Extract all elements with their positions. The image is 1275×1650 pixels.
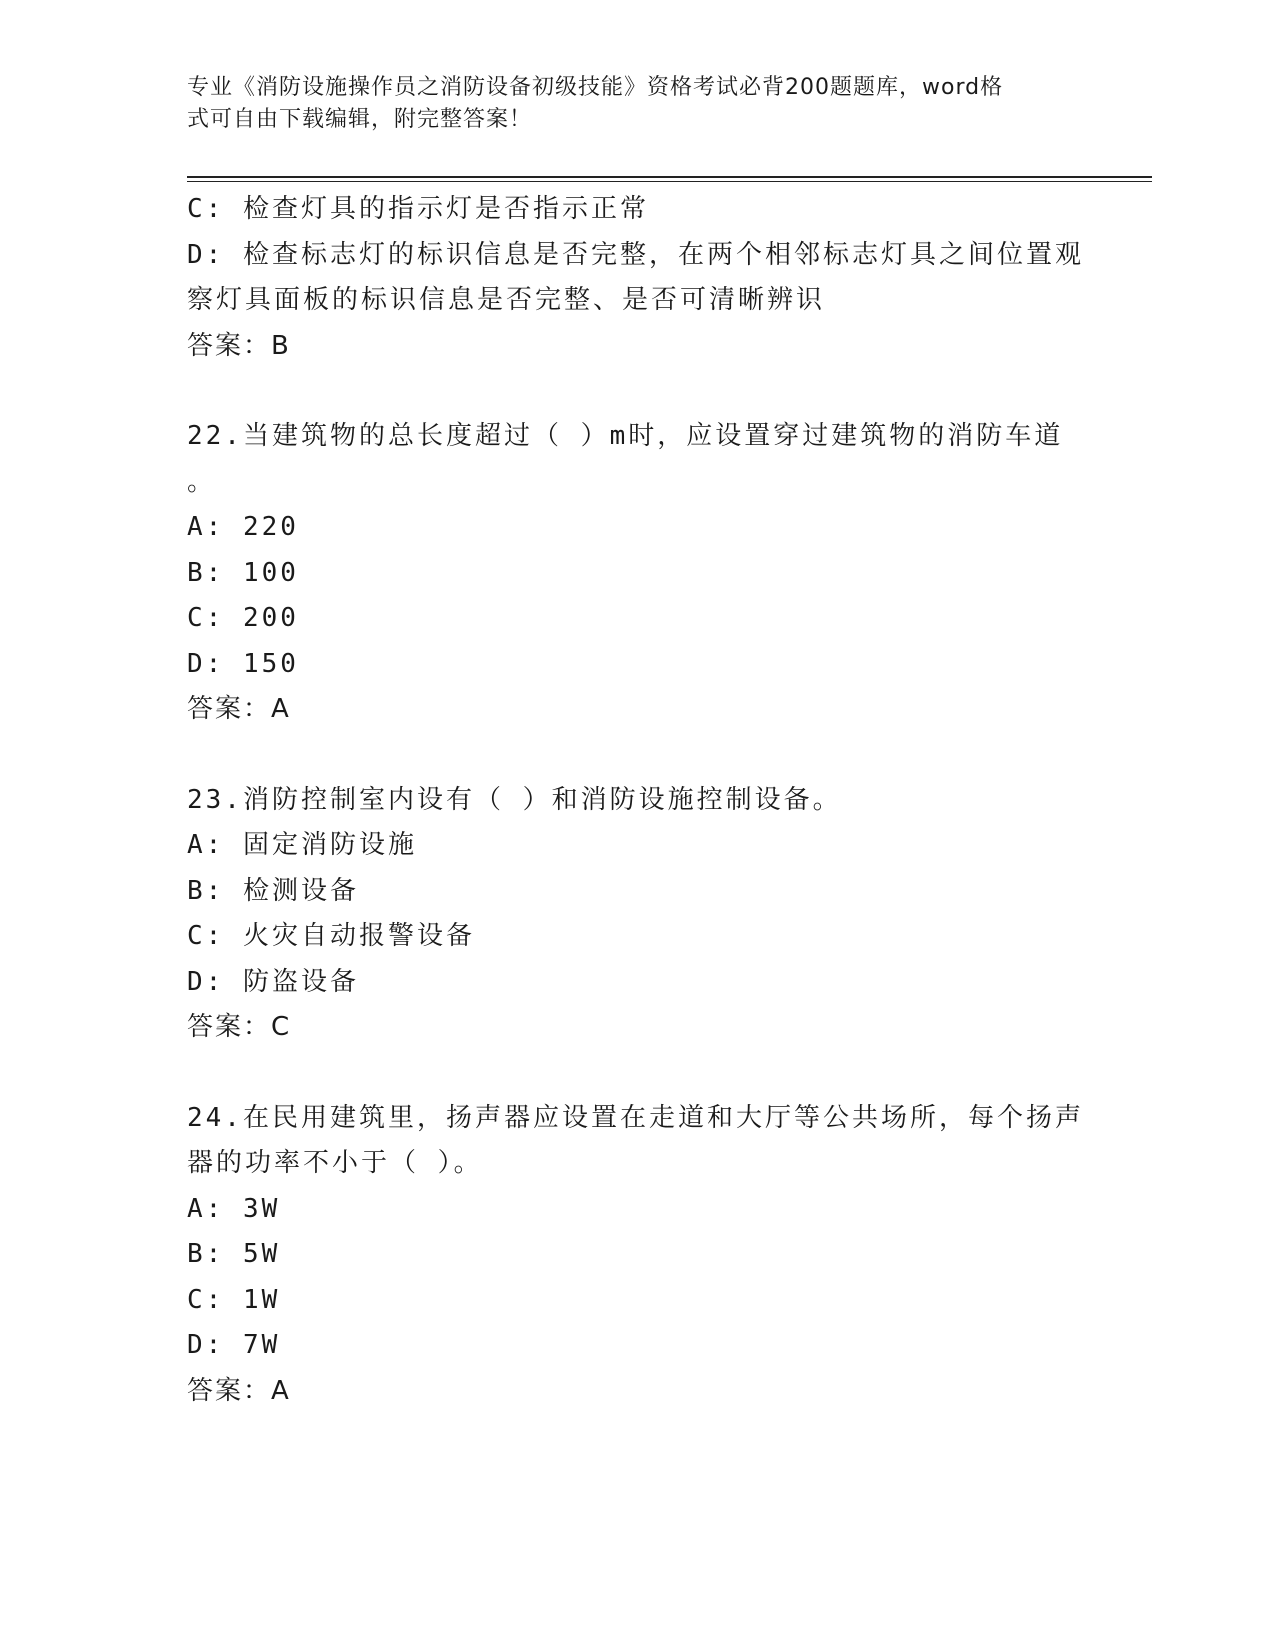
spacer — [187, 1051, 1077, 1096]
answer-value: A — [271, 1375, 291, 1406]
option-c: C: 火灾自动报警设备 — [187, 921, 475, 951]
question-text: 23.消防控制室内设有（ ）和消防设施控制设备。 — [187, 784, 842, 815]
option-c: C: 检查灯具的指示灯是否指示正常 — [187, 194, 649, 224]
document-header — [187, 72, 1067, 136]
option-a: A: 3W — [187, 1193, 281, 1224]
question-text: 22.当建筑物的总长度超过（ ）m时，应设置穿过建筑物的消防车道 — [187, 421, 1064, 451]
answer-label: 答案： — [187, 1012, 272, 1042]
answer-value: C — [271, 1012, 292, 1042]
question-text-continued: 。 — [187, 466, 217, 497]
header-divider-thick — [187, 176, 1152, 178]
option-c: C: 1W — [187, 1284, 281, 1315]
option-d: D: 防盗设备 — [187, 966, 359, 997]
header-divider-thin — [187, 181, 1152, 182]
question-block-24 — [187, 1096, 1084, 1415]
option-d: D: 检查标志灯的标识信息是否完整，在两个相邻标志灯具之间位置观 — [187, 239, 1084, 270]
answer-value: A — [271, 694, 291, 724]
header-line-1: 专业《消防设施操作员之消防设备初级技能》资格考试必背200题题库，word格 — [187, 75, 1004, 100]
option-d-continued: 察灯具面板的标识信息是否完整、是否可清晰辨识 — [187, 285, 826, 315]
question-block-partial — [187, 187, 1084, 369]
option-b: B: 5W — [187, 1239, 281, 1269]
answer-line — [187, 1005, 1077, 1051]
option-b: B: 检测设备 — [187, 875, 359, 906]
answer-value: B — [271, 330, 291, 361]
spacer — [187, 733, 1077, 778]
answer-label: 答案： — [187, 694, 272, 724]
question-text-continued: 器的功率不小于（ ）。 — [187, 1148, 483, 1178]
option-d: D: 150 — [187, 648, 299, 679]
question-list — [187, 187, 1084, 1414]
spacer — [187, 369, 1077, 414]
option-a: A: 固定消防设施 — [187, 830, 417, 860]
option-b: B: 100 — [187, 557, 299, 588]
answer-line — [187, 1369, 1077, 1415]
option-c: C: 200 — [187, 603, 299, 633]
question-block-23 — [187, 778, 1077, 1051]
question-block-22 — [187, 414, 1077, 733]
header-line-2: 式可自由下载编辑，附完整答案！ — [187, 107, 533, 132]
answer-label: 答案： — [187, 1375, 272, 1406]
answer-label: 答案： — [187, 330, 272, 361]
question-text: 24.在民用建筑里，扬声器应设置在走道和大厅等公共场所，每个扬声 — [187, 1102, 1084, 1133]
answer-line — [187, 324, 1077, 370]
option-a: A: 220 — [187, 512, 299, 542]
answer-line — [187, 687, 1077, 733]
option-d: D: 7W — [187, 1330, 281, 1360]
